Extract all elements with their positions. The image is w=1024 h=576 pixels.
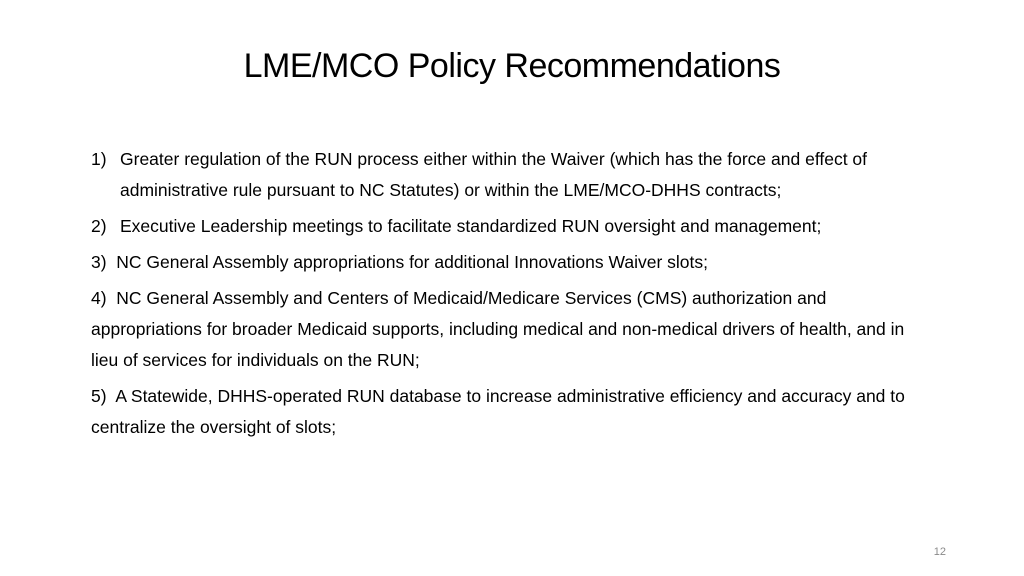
item-text: NC General Assembly and Centers of Medicaid/Medicare Services (CMS) authorization and appropriations for broader Medicaid supports, including medical and non-medical drivers of health, and in lieu of services for individuals on the RUN; xyxy=(91,288,905,370)
recommendation-item-5 xyxy=(91,381,921,443)
item-number: 3) xyxy=(91,252,107,272)
slide-title: LME/MCO Policy Recommendations xyxy=(243,47,781,85)
item-number: 1) xyxy=(91,149,107,169)
item-number: 2) xyxy=(91,216,107,236)
recommendations-list xyxy=(91,144,921,448)
item-number: 5) xyxy=(91,386,107,406)
page-number: 12 xyxy=(933,546,946,558)
item-text: Greater regulation of the RUN process either within the Waiver (which has the force and effect of administrative rule pursuant to NC Statutes) or within the LME/MCO-DHHS contracts; xyxy=(120,149,868,200)
recommendation-item-1 xyxy=(91,144,921,206)
item-text: Executive Leadership meetings to facilitate standardized RUN oversight and management; xyxy=(120,216,822,236)
item-number: 4) xyxy=(91,288,107,308)
item-text: A Statewide, DHHS-operated RUN database to increase administrative efficiency and accuracy and to centralize the oversight of slots; xyxy=(91,386,905,437)
recommendation-item-2 xyxy=(91,211,921,242)
recommendation-item-4 xyxy=(91,283,921,376)
recommendation-item-3 xyxy=(91,247,921,278)
item-text: NC General Assembly appropriations for additional Innovations Waiver slots; xyxy=(116,252,709,272)
